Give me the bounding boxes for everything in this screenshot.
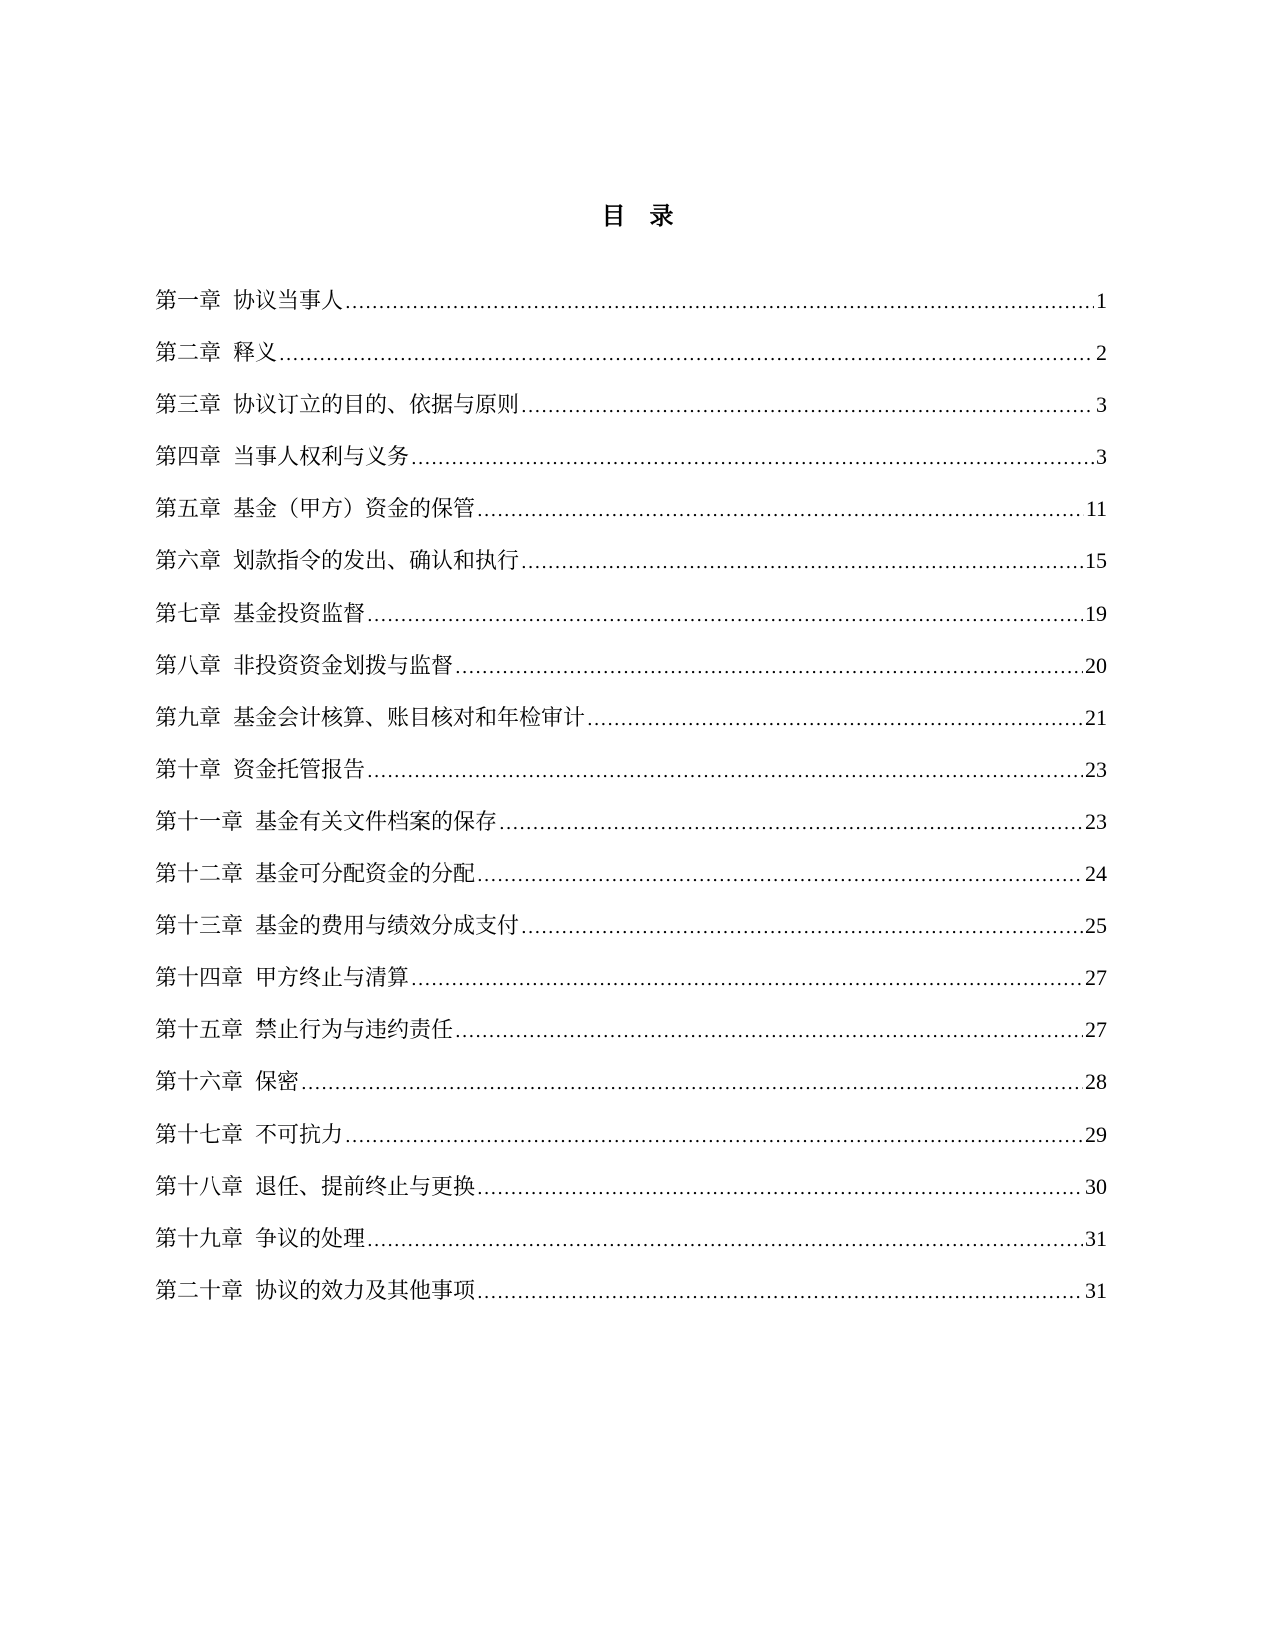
toc-entry[interactable] — [155, 1065, 1107, 1117]
toc-dot-leader — [345, 292, 1094, 313]
toc-page-number: 3 — [1096, 444, 1107, 470]
toc-chapter-heading: 基金可分配资金的分配 — [255, 862, 476, 888]
toc-entry[interactable] — [155, 961, 1107, 1013]
toc-chapter-number: 第十七章 — [155, 1122, 244, 1148]
toc-chapter-number: 第七章 — [155, 601, 222, 627]
toc-dot-leader — [345, 1126, 1083, 1147]
toc-entry[interactable] — [155, 1118, 1107, 1170]
toc-chapter-number: 第十二章 — [155, 862, 244, 888]
toc-dot-leader — [367, 761, 1083, 782]
toc-page-number: 24 — [1085, 861, 1107, 887]
toc-dot-leader — [411, 969, 1083, 990]
toc-entry[interactable] — [155, 597, 1107, 649]
toc-chapter-heading: 禁止行为与违约责任 — [255, 1018, 454, 1044]
toc-dot-leader — [477, 1178, 1083, 1199]
toc-chapter-heading: 争议的处理 — [255, 1226, 366, 1252]
toc-page-number: 11 — [1085, 496, 1107, 522]
toc-entry[interactable] — [155, 440, 1107, 492]
toc-entry[interactable] — [155, 649, 1107, 701]
toc-chapter-number: 第四章 — [155, 445, 222, 471]
page-title: 目 录 — [601, 201, 674, 230]
toc-page-number: 1 — [1096, 288, 1107, 313]
toc-entry[interactable] — [155, 388, 1107, 440]
toc-entry[interactable] — [155, 492, 1107, 544]
toc-chapter-number: 第二章 — [155, 341, 222, 367]
toc-chapter-number: 第二十章 — [155, 1278, 244, 1304]
toc-chapter-number: 第一章 — [155, 289, 222, 314]
table-of-contents — [155, 284, 1107, 1326]
toc-dot-leader — [587, 709, 1083, 730]
toc-page-number: 27 — [1085, 1017, 1107, 1043]
toc-dot-leader — [477, 865, 1083, 886]
toc-chapter-heading: 甲方终止与清算 — [255, 966, 410, 992]
toc-chapter-heading: 资金托管报告 — [233, 757, 366, 783]
toc-dot-leader — [455, 657, 1083, 678]
toc-dot-leader — [477, 500, 1084, 521]
toc-dot-leader — [521, 396, 1094, 417]
toc-chapter-number: 第六章 — [155, 549, 222, 575]
toc-entry[interactable] — [155, 1222, 1107, 1274]
toc-chapter-heading: 基金（甲方）资金的保管 — [233, 497, 476, 523]
toc-chapter-heading: 协议的效力及其他事项 — [255, 1278, 476, 1304]
toc-page-number: 2 — [1096, 340, 1107, 366]
toc-page-number: 25 — [1085, 913, 1107, 939]
toc-dot-leader — [301, 1073, 1083, 1094]
toc-chapter-number: 第十五章 — [155, 1018, 244, 1044]
toc-chapter-heading: 释义 — [233, 341, 278, 367]
toc-chapter-heading: 基金有关文件档案的保存 — [255, 809, 498, 835]
toc-entry[interactable] — [155, 701, 1107, 753]
toc-entry[interactable] — [155, 1013, 1107, 1065]
toc-chapter-number: 第十三章 — [155, 914, 244, 940]
toc-entry[interactable] — [155, 336, 1107, 388]
toc-entry[interactable] — [155, 909, 1107, 961]
toc-page-number: 27 — [1085, 965, 1107, 991]
toc-page-number: 31 — [1085, 1277, 1107, 1303]
toc-chapter-heading: 不可抗力 — [255, 1122, 344, 1148]
toc-dot-leader — [455, 1021, 1083, 1042]
toc-page-number: 30 — [1085, 1173, 1107, 1199]
toc-page-number: 19 — [1085, 600, 1107, 626]
toc-dot-leader — [367, 605, 1083, 626]
toc-page-number: 3 — [1096, 392, 1107, 418]
toc-chapter-heading: 保密 — [255, 1070, 300, 1096]
toc-dot-leader — [279, 344, 1094, 365]
toc-page-number: 29 — [1085, 1121, 1107, 1147]
toc-chapter-number: 第十一章 — [155, 809, 244, 835]
toc-entry[interactable] — [155, 1274, 1107, 1326]
toc-entry[interactable] — [155, 544, 1107, 596]
toc-dot-leader — [477, 1282, 1083, 1303]
toc-dot-leader — [367, 1230, 1083, 1251]
toc-chapter-number: 第十六章 — [155, 1070, 244, 1096]
toc-chapter-number: 第八章 — [155, 653, 222, 679]
toc-chapter-number: 第九章 — [155, 705, 222, 731]
toc-entry[interactable] — [155, 1170, 1107, 1222]
toc-page-number: 23 — [1085, 808, 1107, 834]
toc-page-number: 31 — [1085, 1225, 1107, 1251]
toc-page-number: 21 — [1085, 704, 1107, 730]
toc-chapter-heading: 非投资资金划拨与监督 — [233, 653, 454, 679]
toc-entry[interactable] — [155, 857, 1107, 909]
toc-chapter-number: 第十八章 — [155, 1174, 244, 1200]
toc-page-number: 20 — [1085, 652, 1107, 678]
toc-entry[interactable] — [155, 284, 1107, 336]
toc-page-number: 23 — [1085, 756, 1107, 782]
toc-chapter-number: 第十四章 — [155, 966, 244, 992]
toc-chapter-heading: 划款指令的发出、确认和执行 — [233, 549, 520, 575]
toc-chapter-heading: 基金会计核算、账目核对和年检审计 — [233, 705, 586, 731]
toc-entry[interactable] — [155, 753, 1107, 805]
toc-chapter-heading: 当事人权利与义务 — [233, 445, 410, 471]
toc-dot-leader — [411, 448, 1094, 469]
toc-page-number: 15 — [1085, 548, 1107, 574]
toc-chapter-number: 第五章 — [155, 497, 222, 523]
toc-dot-leader — [499, 813, 1083, 834]
toc-chapter-heading: 协议当事人 — [233, 289, 344, 314]
toc-chapter-number: 第三章 — [155, 393, 222, 419]
toc-page-number: 28 — [1085, 1069, 1107, 1095]
toc-chapter-number: 第十章 — [155, 757, 222, 783]
toc-chapter-heading: 退任、提前终止与更换 — [255, 1174, 476, 1200]
toc-chapter-number: 第十九章 — [155, 1226, 244, 1252]
toc-dot-leader — [521, 917, 1083, 938]
toc-dot-leader — [521, 552, 1083, 573]
toc-entry[interactable] — [155, 805, 1107, 857]
toc-chapter-heading: 协议订立的目的、依据与原则 — [233, 393, 520, 419]
toc-chapter-heading: 基金的费用与绩效分成支付 — [255, 914, 520, 940]
toc-chapter-heading: 基金投资监督 — [233, 601, 366, 627]
